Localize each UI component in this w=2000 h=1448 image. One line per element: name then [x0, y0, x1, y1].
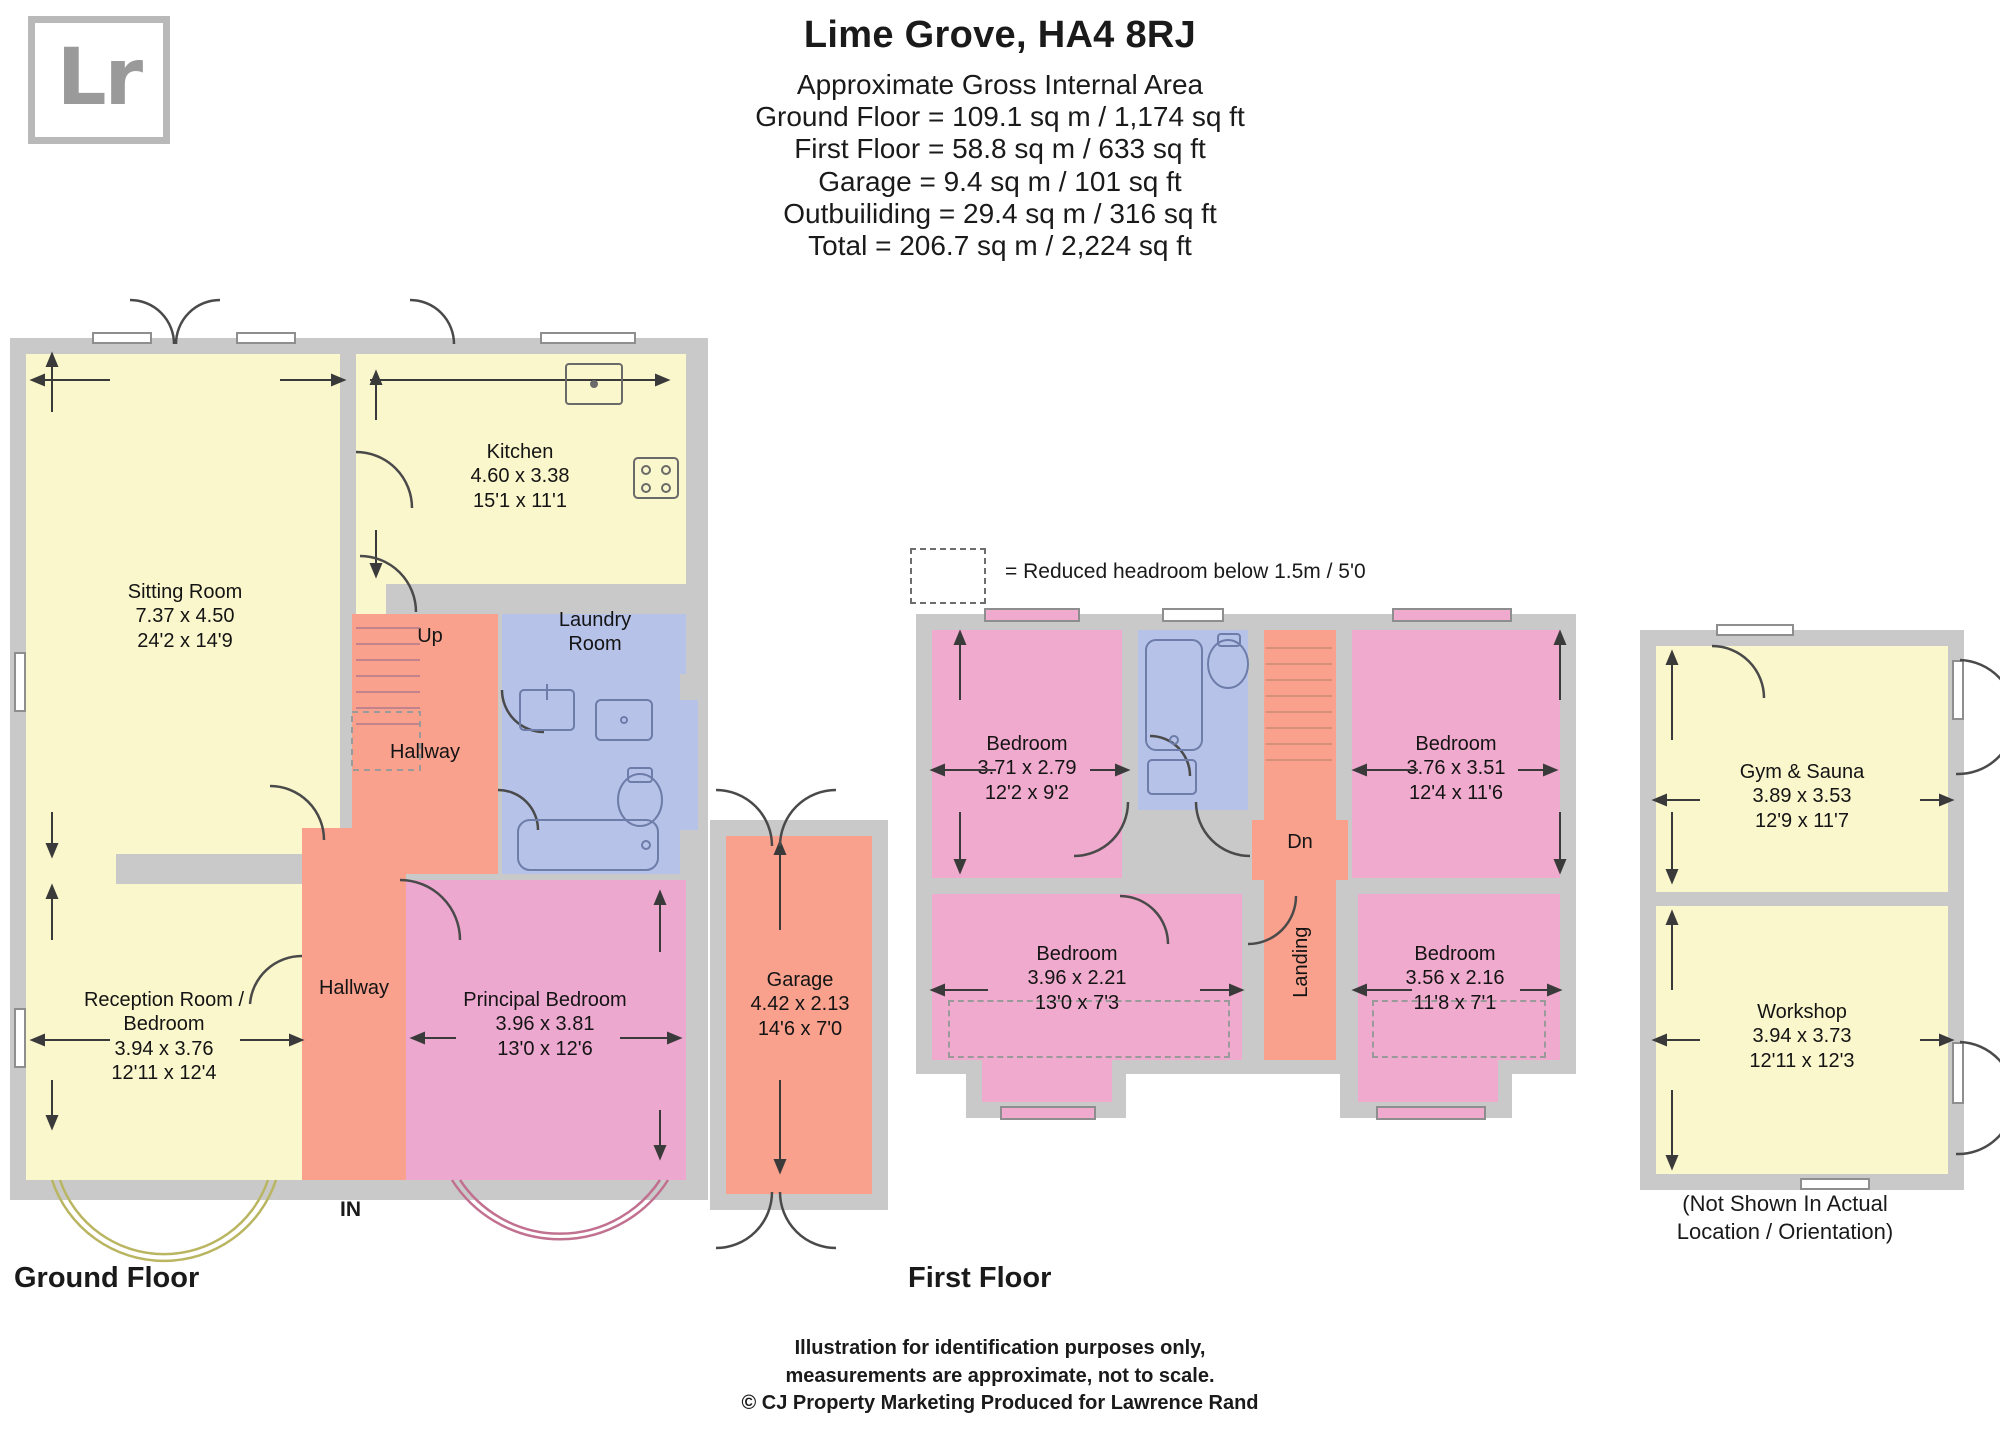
- footer-line-1: Illustration for identification purposes only,: [794, 1337, 1206, 1359]
- bedroom-4-metric: 3.56 x 2.16: [1405, 967, 1505, 990]
- window-gym-right: [1952, 660, 1964, 720]
- outbuilding-note-line-1: (Not Shown In Actual: [1682, 1191, 1888, 1216]
- reception-name-2: Bedroom: [123, 1013, 205, 1036]
- kitchen-name: Kitchen: [486, 441, 554, 463]
- gym-sauna-metric: 3.89 x 3.53: [1752, 785, 1852, 808]
- principal-imperial: 13'0 x 12'6: [497, 1037, 593, 1060]
- bedroom-1-imperial: 12'2 x 9'2: [984, 781, 1070, 804]
- kitchen-metric: 4.60 x 3.38: [470, 465, 570, 488]
- window-bedroom-2-top: [1392, 608, 1512, 622]
- stairs-down-name: Dn: [1287, 831, 1313, 853]
- label-laundry-room: [500, 608, 690, 657]
- label-landing: [1289, 894, 1313, 1030]
- workshop-name: Workshop: [1757, 1001, 1847, 1023]
- room-first-bathroom: [1138, 630, 1248, 810]
- window-workshop-right: [1952, 1042, 1964, 1104]
- window-sitting-top-right: [236, 332, 296, 344]
- outbuilding-note: [1620, 1190, 1950, 1245]
- window-kitchen-top: [540, 332, 636, 344]
- label-bedroom-4: [1350, 942, 1560, 1015]
- bedroom-2-metric: 3.76 x 3.51: [1406, 757, 1506, 780]
- logo-text: Lr: [56, 33, 142, 124]
- label-garage: [712, 968, 888, 1041]
- label-reception-bedroom: [46, 988, 282, 1086]
- room-hallway-lower: [302, 864, 406, 1180]
- window-sitting-top-left: [92, 332, 152, 344]
- page-title: Lime Grove, HA4 8RJ: [803, 14, 1197, 56]
- label-bedroom-1: [932, 732, 1122, 805]
- label-stairs-down: [1270, 830, 1330, 854]
- area-line-2: First Floor = 58.8 sq m / 633 sq ft: [794, 133, 1206, 165]
- window-bedroom-3-bottom: [1000, 1106, 1096, 1120]
- ground-floor-caption: Ground Floor: [14, 1262, 200, 1294]
- entrance-label: IN: [340, 1198, 361, 1221]
- footer-block: [0, 1335, 2000, 1418]
- label-workshop: [1656, 1000, 1948, 1073]
- area-line-3: Garage = 9.4 sq m / 101 sq ft: [818, 165, 1182, 197]
- bedroom-3-metric: 3.96 x 2.21: [1027, 967, 1127, 990]
- bedroom-3-name: Bedroom: [1036, 943, 1118, 965]
- area-line-4: Outbuiliding = 29.4 sq m / 316 sq ft: [783, 197, 1217, 229]
- ground-floor-plan: [0, 0, 900, 1260]
- window-bedroom-4-bottom: [1376, 1106, 1486, 1120]
- label-kitchen: [420, 440, 620, 513]
- area-line-5: Total = 206.7 sq m / 2,224 sq ft: [808, 230, 1192, 262]
- bedroom-4-name: Bedroom: [1414, 943, 1496, 965]
- room-bedroom-3-bay: [982, 1060, 1112, 1102]
- reception-metric: 3.94 x 3.76: [114, 1037, 214, 1060]
- sitting-room-imperial: 24'2 x 14'9: [137, 629, 233, 652]
- label-bedroom-3: [932, 942, 1222, 1015]
- garage-metric: 4.42 x 2.13: [750, 993, 850, 1016]
- first-floor-caption: First Floor: [908, 1262, 1052, 1294]
- reception-name-1: Reception Room /: [83, 989, 245, 1011]
- landing-name: Landing: [1289, 926, 1312, 998]
- stairs-up-name: Up: [417, 625, 443, 647]
- room-bedroom-4-bay: [1358, 1060, 1498, 1102]
- label-gym-sauna: [1656, 760, 1948, 833]
- bedroom-4-imperial: 11'8 x 7'1: [1413, 991, 1497, 1014]
- room-stairs-down: [1264, 630, 1336, 850]
- footer-line-3: © CJ Property Marketing Produced for Lawrence Rand: [741, 1392, 1259, 1415]
- principal-metric: 3.96 x 3.81: [495, 1013, 595, 1036]
- headroom-key-label: = Reduced headroom below 1.5m / 5'0: [1005, 560, 1366, 583]
- outbuilding-note-line-2: Location / Orientation): [1676, 1218, 1894, 1244]
- label-hallway-lower: [294, 976, 414, 1000]
- label-stairs-up: [400, 624, 460, 648]
- bedroom-3-imperial: 13'0 x 7'3: [1034, 991, 1120, 1014]
- bedroom-2-imperial: 12'4 x 11'6: [1408, 781, 1503, 804]
- label-bedroom-2: [1352, 732, 1560, 805]
- window-bathroom-top: [1162, 608, 1224, 622]
- laundry-name-2: Room: [568, 633, 622, 656]
- gym-sauna-name: Gym & Sauna: [1739, 761, 1865, 783]
- footer-line-2: measurements are approximate, not to scale.: [785, 1364, 1215, 1387]
- room-sitting-room-notch: [26, 854, 116, 884]
- bedroom-2-name: Bedroom: [1415, 733, 1497, 755]
- window-workshop-bottom: [1800, 1178, 1870, 1190]
- garage-imperial: 14'6 x 7'0: [757, 1017, 843, 1040]
- label-principal-bedroom: [420, 988, 670, 1061]
- room-hallway-link: [302, 828, 498, 874]
- bedroom-1-name: Bedroom: [986, 733, 1068, 755]
- label-hallway-upper: [352, 740, 498, 764]
- outbuilding-plan: [1620, 0, 2000, 1260]
- workshop-metric: 3.94 x 3.73: [1752, 1025, 1852, 1048]
- sitting-room-metric: 7.37 x 4.50: [135, 605, 235, 628]
- room-bathroom-ext: [680, 700, 698, 830]
- label-sitting-room: [92, 580, 278, 653]
- gym-sauna-imperial: 12'9 x 11'7: [1754, 809, 1849, 832]
- hallway-upper-name: Hallway: [389, 741, 461, 763]
- garage-name: Garage: [766, 969, 834, 991]
- workshop-imperial: 12'11 x 12'3: [1749, 1049, 1855, 1072]
- bedroom-1-metric: 3.71 x 2.79: [977, 757, 1077, 780]
- room-bathroom: [502, 674, 680, 874]
- sitting-room-name: Sitting Room: [127, 581, 243, 603]
- window-gym-top: [1716, 624, 1794, 636]
- area-line-1: Ground Floor = 109.1 sq m / 1,174 sq ft: [755, 101, 1245, 133]
- hallway-lower-name: Hallway: [318, 977, 390, 999]
- reception-imperial: 12'11 x 12'4: [111, 1062, 217, 1085]
- window-bedroom-1-top: [984, 608, 1080, 622]
- window-reception-left: [14, 1008, 26, 1068]
- principal-name: Principal Bedroom: [463, 989, 627, 1011]
- area-line-0: Approximate Gross Internal Area: [796, 69, 1204, 100]
- window-sitting-left: [14, 652, 26, 712]
- first-floor-plan: [900, 0, 1600, 1260]
- laundry-name-1: Laundry: [558, 609, 632, 631]
- kitchen-imperial: 15'1 x 11'1: [472, 489, 567, 512]
